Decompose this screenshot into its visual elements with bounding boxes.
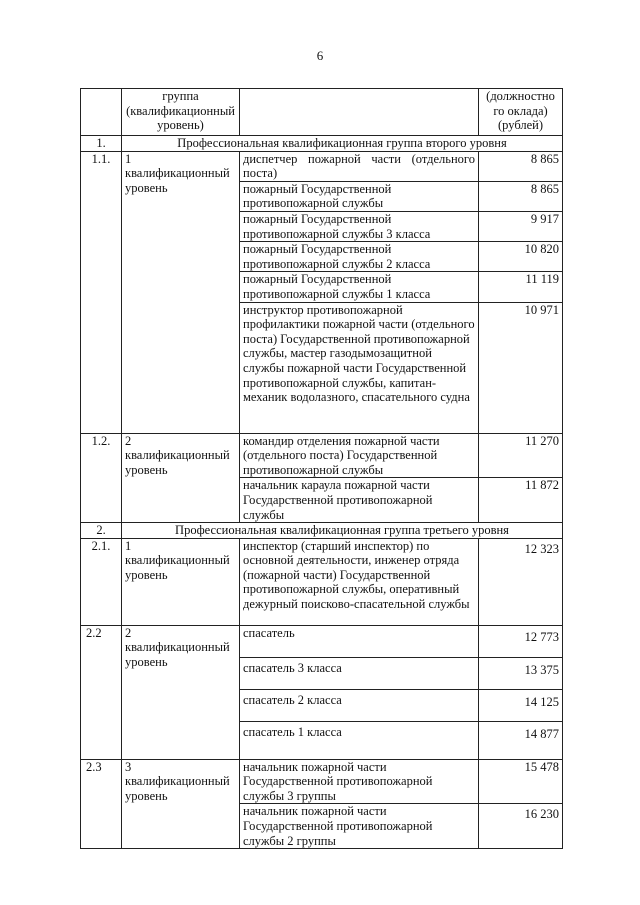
level-number: 1.1.	[81, 151, 122, 433]
header-group-line: (квалификационный	[126, 103, 235, 118]
salary-value: 11 872	[479, 478, 563, 523]
salary-value: 14 877	[479, 721, 563, 759]
table-header-row	[81, 89, 563, 136]
header-salary-line: го оклада)	[493, 103, 548, 118]
level-name-line: уровень	[125, 567, 168, 582]
salary-value: 10 971	[479, 302, 563, 433]
salary-value: 11 270	[479, 433, 563, 478]
level-name-line: квалификационный	[125, 640, 230, 655]
level-name-line: квалификационный	[125, 553, 230, 568]
position-name: спасатель 1 класса	[240, 721, 479, 759]
level-name-line: 1	[125, 151, 132, 166]
position-name: пожарный Государственной противопожарной службы 3 класса	[240, 211, 479, 241]
level-name-line: уровень	[125, 788, 168, 803]
position-name: инспектор (старший инспектор) по основной деятельности, инженер отряда (пожарной части) Государственной противопожарной службы, оперативный дежурный поисково-спасательной службы	[240, 538, 479, 625]
position-name: пожарный Государственной противопожарной службы	[240, 181, 479, 211]
position-name: спасатель 3 класса	[240, 657, 479, 689]
salary-value: 16 230	[479, 804, 563, 849]
group-row	[81, 136, 563, 152]
salary-table	[80, 88, 563, 849]
header-salary-line: (рублей)	[497, 118, 544, 133]
level-name	[122, 433, 240, 523]
header-num-cell	[81, 89, 122, 136]
level-name	[122, 151, 240, 433]
level-number: 2.3	[81, 759, 122, 849]
header-group-line: группа	[162, 89, 199, 103]
position-name: пожарный Государственной противопожарной службы 2 класса	[240, 242, 479, 272]
header-position-cell	[240, 89, 479, 136]
salary-value: 12 323	[479, 538, 563, 625]
salary-value: 13 375	[479, 657, 563, 689]
group-row	[81, 523, 563, 539]
table-row	[81, 151, 563, 181]
level-name-line: 2	[125, 625, 132, 640]
level-name-line: 1	[125, 538, 132, 553]
position-name: инструктор противопожарной профилактики пожарной части (отдельного поста) Государственной противопожарной службы, мастер газодымозащитной службы пожарной части Государственной противопожарной службы, капитан-механик водолазного, спасательного судна	[240, 302, 479, 433]
salary-value: 15 478	[479, 759, 563, 804]
salary-value: 12 773	[479, 625, 563, 657]
header-group-cell	[122, 89, 240, 136]
header-group-line: уровень)	[157, 118, 204, 133]
position-name: начальник пожарной части Государственной противопожарной службы 2 группы	[240, 804, 479, 849]
level-name-line: уровень	[125, 654, 168, 669]
salary-value: 8 865	[479, 181, 563, 211]
position-name: командир отделения пожарной части (отдельного поста) Государственной противопожарной службы	[240, 433, 479, 478]
salary-value: 14 125	[479, 689, 563, 721]
group-number: 2.	[81, 523, 122, 539]
salary-value: 9 917	[479, 211, 563, 241]
level-name-line: 2	[125, 433, 132, 448]
header-salary-line: (должностно	[486, 89, 555, 103]
level-number: 2.1.	[81, 538, 122, 625]
table-row	[81, 433, 563, 478]
group-number: 1.	[81, 136, 122, 152]
level-name-line: 3	[125, 759, 132, 774]
position-name: диспетчер пожарной части (отдельного поста)	[240, 151, 479, 181]
level-name	[122, 538, 240, 625]
position-name: спасатель	[240, 625, 479, 657]
level-name-line: уровень	[125, 180, 168, 195]
salary-value: 11 119	[479, 272, 563, 302]
level-name-line: уровень	[125, 462, 168, 477]
table-row	[81, 625, 563, 657]
level-name-line: квалификационный	[125, 774, 230, 789]
table-row	[81, 759, 563, 804]
level-number: 1.2.	[81, 433, 122, 523]
level-name-line: квалификационный	[125, 166, 230, 181]
page-number: 6	[316, 48, 324, 63]
group-title: Профессиональная квалификационная группа третьего уровня	[122, 523, 563, 539]
level-name-line: квалификационный	[125, 448, 230, 463]
level-name	[122, 759, 240, 849]
table-row	[81, 538, 563, 625]
position-name: начальник пожарной части Государственной противопожарной службы 3 группы	[240, 759, 479, 804]
group-title: Профессиональная квалификационная группа второго уровня	[122, 136, 563, 152]
position-name: спасатель 2 класса	[240, 689, 479, 721]
position-name: пожарный Государственной противопожарной службы 1 класса	[240, 272, 479, 302]
header-salary-cell	[479, 89, 563, 136]
level-name	[122, 625, 240, 759]
position-name: начальник караула пожарной части Государственной противопожарной службы	[240, 478, 479, 523]
salary-value: 10 820	[479, 242, 563, 272]
level-number: 2.2	[81, 625, 122, 759]
salary-value: 8 865	[479, 151, 563, 181]
